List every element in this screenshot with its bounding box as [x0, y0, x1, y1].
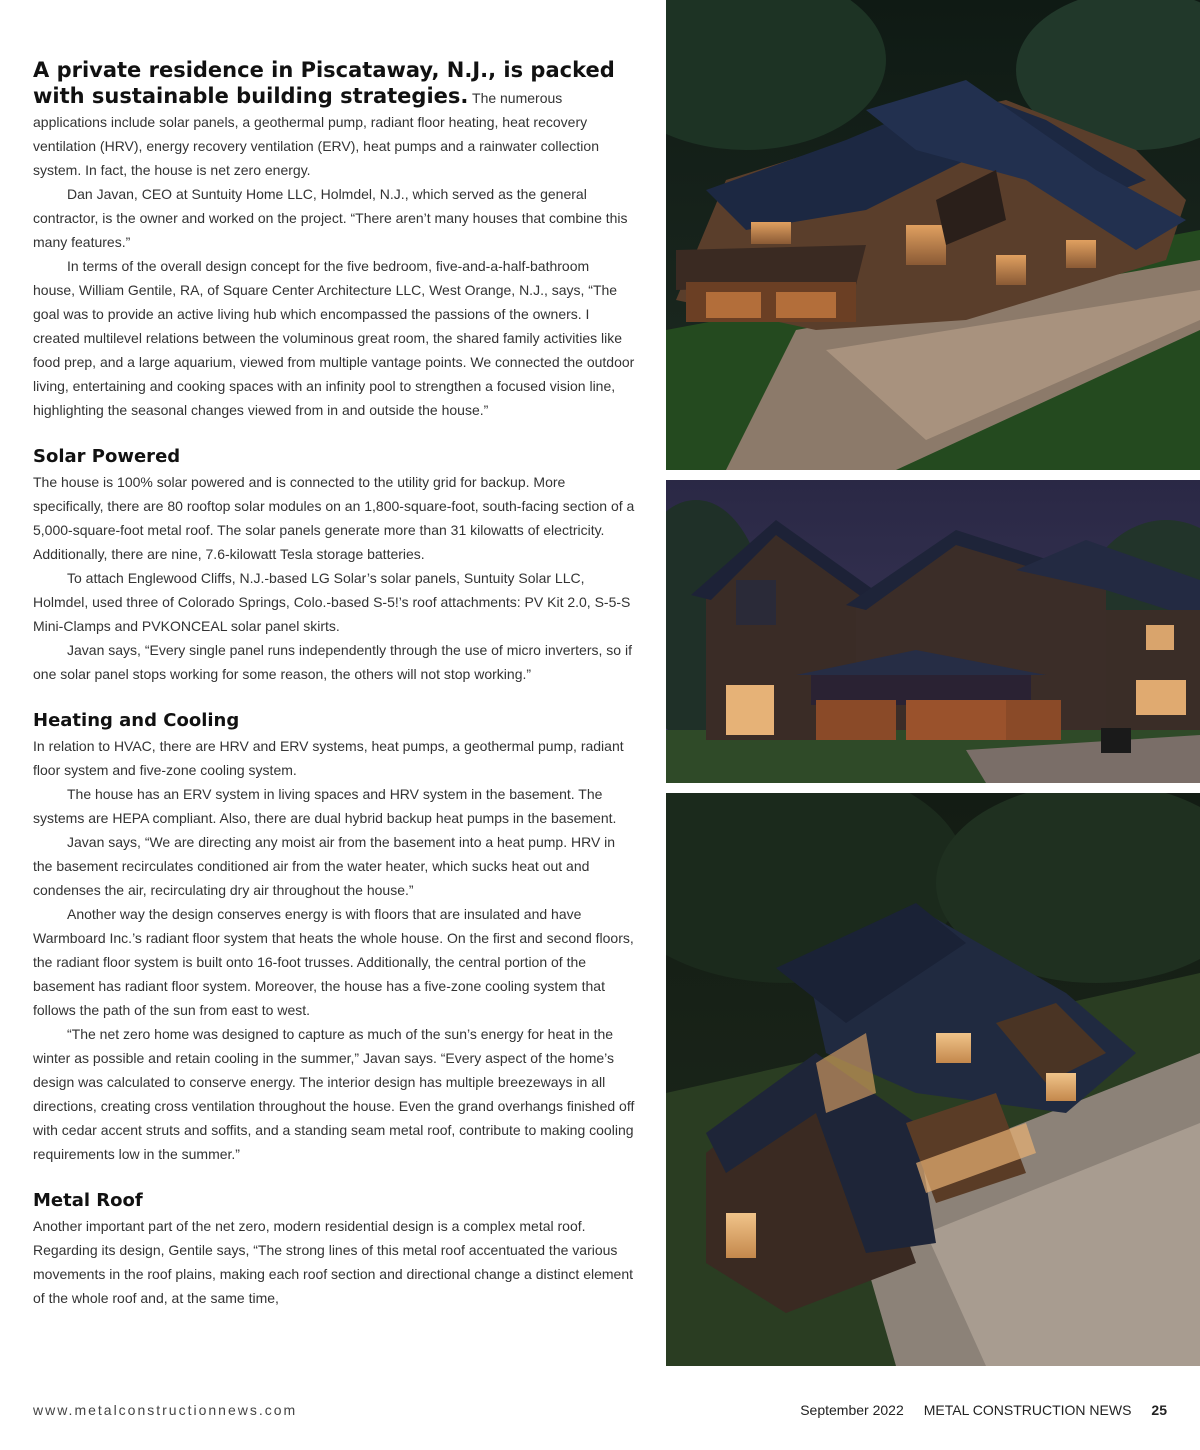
- body-paragraph: Dan Javan, CEO at Suntuity Home LLC, Holmdel, N.J., which served as the general contractor, is the owner and worked on the project. “There aren’t many houses that combine this many features.”: [33, 186, 628, 250]
- body-paragraph: Another way the design conserves energy is with floors that are insulated and have Warmboard Inc.’s radiant floor system that heats the whole house. On the first and second floors, the radiant floor system is built onto 16-foot trusses. Additionally, the central portion of the basement has radiant floor system. Moreover, the house has a five-zone cooling system that follows the path of the sun from east to west.: [33, 906, 634, 1018]
- footer-publication: METAL CONSTRUCTION NEWS: [923, 1402, 1132, 1418]
- house-photo-aerial-front: [666, 0, 1200, 470]
- body-paragraph: The house has an ERV system in living spaces and HRV system in the basement. The systems are HEPA compliant. Also, there are dual hybrid backup heat pumps in the basement.: [33, 786, 617, 826]
- footer-date: September 2022: [800, 1402, 904, 1418]
- footer-info: [800, 1402, 1167, 1418]
- footer-website: www.metalconstructionnews.com: [33, 1402, 298, 1418]
- section-heading-metal-roof: Metal Roof: [33, 1190, 143, 1211]
- body-paragraph: The house is 100% solar powered and is connected to the utility grid for backup. More specifically, there are 80 rooftop solar modules on an 1,800-square-foot, south-facing section of a 5,000-square-foot metal roof. The solar panels generate more than 31 kilowatts of electricity. Additionally, there are nine, 7.6-kilowatt Tesla storage batteries.: [33, 474, 635, 562]
- body-paragraph: In relation to HVAC, there are HRV and ERV systems, heat pumps, a geothermal pump, radiant floor system and five-zone cooling system.: [33, 738, 624, 778]
- body-paragraph: Javan says, “We are directing any moist air from the basement into a heat pump. HRV in the basement recirculates conditioned air from the water heater, which sucks heat out and condenses the air, recirculating dry air throughout the house.”: [33, 834, 616, 898]
- body-paragraph: Javan says, “Every single panel runs independently through the use of micro inverters, so if one solar panel stops working for some reason, the others will not stop working.”: [33, 642, 632, 682]
- body-paragraph: In terms of the overall design concept for the five bedroom, five-and-a-half-bathroom house, William Gentile, RA, of Square Center Architecture LLC, West Orange, N.J., says, “The goal was to provide an active living hub which encompassed the passions of the owners. I created multilevel relations between the voluminous great room, the shared family activities like food prep, and a large aquarium, viewed from multiple vantage points. We connected the outdoor living, entertaining and cooking spaces with an infinity pool to strengthen a focused vision line, highlighting the seasonal changes viewed from in and outside the house.”: [33, 258, 635, 418]
- lead-text: The numerous applications include solar panels, a geothermal pump, radiant floor heating, heat recovery ventilation (HRV), energy recovery ventilation (ERV), heat pumps and a rainwater collection system. In fact, the house is net zero energy.: [33, 90, 599, 178]
- lead-heading: A private residence in Piscataway, N.J., is packed with sustainable building strategies.: [33, 58, 615, 108]
- article-column: [33, 58, 635, 1310]
- house-photo-garage-front: [666, 480, 1200, 783]
- body-paragraph: “The net zero home was designed to capture as much of the sun’s energy for heat in the winter as possible and retain cooling in the summer,” Javan says. “Every aspect of the home’s design was calculated to conserve energy. The interior design has multiple breezeways in all directions, creating cross ventilation throughout the house. Even the grand overhangs finished off with cedar accent struts and soffits, and a standing seam metal roof, contribute to making cooling requirements low in the summer.”: [33, 1026, 635, 1162]
- page-number: 25: [1151, 1402, 1167, 1418]
- section-heading-solar-powered: Solar Powered: [33, 446, 181, 467]
- body-paragraph: To attach Englewood Cliffs, N.J.-based LG Solar’s solar panels, Suntuity Solar LLC, Holmdel, used three of Colorado Springs, Colo.-based S-5!’s roof attachments: PV Kit 2.0, S-5-S Mini-Clamps and PVKONCEAL solar panel skirts.: [33, 570, 631, 634]
- house-photo-aerial-side: [666, 793, 1200, 1366]
- body-paragraph: Another important part of the net zero, modern residential design is a complex metal roof. Regarding its design, Gentile says, “The strong lines of this metal roof accentuated the various movements in the roof plains, making each roof section and directional change a distinct element of the whole roof and, at the same time,: [33, 1218, 634, 1306]
- section-heading-heating-and-cooling: Heating and Cooling: [33, 710, 240, 731]
- lead-paragraph: [33, 58, 635, 182]
